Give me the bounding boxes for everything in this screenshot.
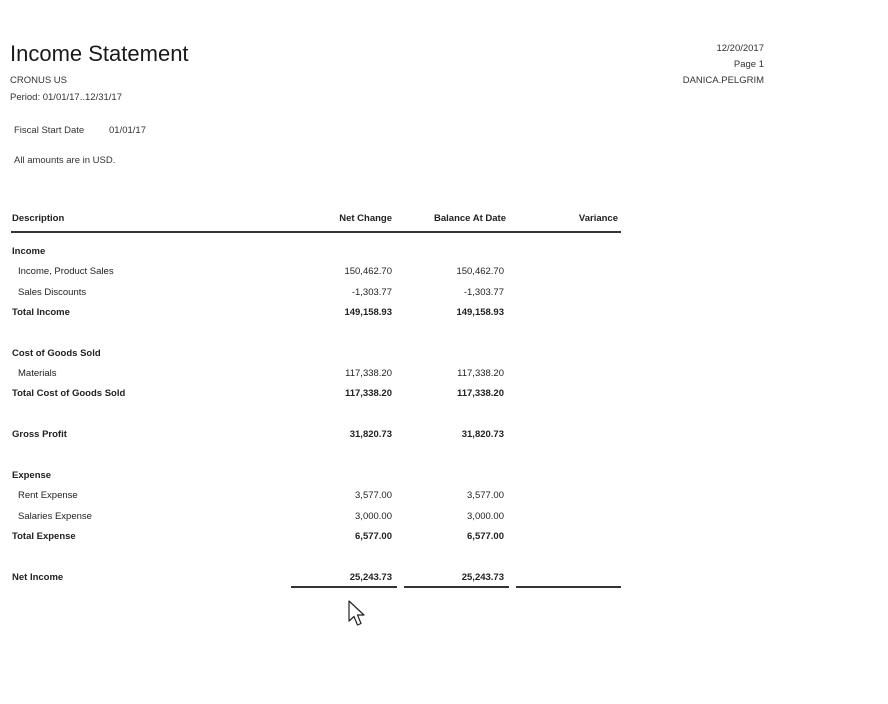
- row-net-change: 117,338.20: [345, 368, 392, 379]
- report-date: 12/20/2017: [716, 43, 764, 54]
- table-row: [0, 470, 640, 484]
- row-description: Net Income: [12, 572, 64, 583]
- table-row: [0, 266, 640, 280]
- header-balance-at-date: Balance At Date: [434, 213, 506, 224]
- row-description: Salaries Expense: [18, 511, 92, 522]
- variance-total-underline: [516, 586, 621, 588]
- fiscal-start-value: 01/01/17: [109, 125, 146, 136]
- row-net-change: 3,577.00: [355, 490, 392, 501]
- row-description: Gross Profit: [12, 429, 67, 440]
- row-net-change: -1,303.77: [351, 287, 392, 298]
- row-balance-at-date: 25,243.73: [461, 572, 504, 583]
- row-description: Total Cost of Goods Sold: [12, 388, 126, 399]
- row-net-change: 150,462.70: [344, 266, 392, 277]
- row-balance-at-date: 3,577.00: [467, 490, 504, 501]
- row-description: Income: [12, 246, 46, 257]
- row-description: Income, Product Sales: [18, 266, 114, 277]
- table-row: [0, 307, 640, 321]
- header-divider: [11, 231, 621, 233]
- row-balance-at-date: 31,820.73: [461, 429, 504, 440]
- row-net-change: 117,338.20: [344, 388, 392, 399]
- row-description: Rent Expense: [18, 490, 78, 501]
- row-net-change: 31,820.73: [349, 429, 392, 440]
- table-row: [0, 368, 640, 382]
- report-title: Income Statement: [10, 41, 189, 66]
- row-balance-at-date: 117,338.20: [456, 388, 504, 399]
- table-row: [0, 287, 640, 301]
- row-balance-at-date: -1,303.77: [463, 287, 504, 298]
- table-row: [0, 429, 640, 443]
- row-balance-at-date: 149,158.93: [456, 307, 504, 318]
- report-period: Period: 01/01/17..12/31/17: [10, 92, 122, 103]
- row-description: Total Expense: [12, 531, 76, 542]
- company-name: CRONUS US: [10, 75, 68, 86]
- row-balance-at-date: 150,462.70: [456, 266, 504, 277]
- header-variance: Variance: [578, 213, 618, 224]
- row-balance-at-date: 117,338.20: [457, 368, 504, 379]
- table-row: [0, 511, 640, 525]
- mouse-pointer-icon: [348, 600, 368, 628]
- row-description: Materials: [18, 368, 57, 379]
- table-row: [0, 572, 640, 586]
- row-net-change: 3,000.00: [355, 511, 392, 522]
- header-description: Description: [12, 213, 65, 224]
- row-net-change: 6,577.00: [355, 531, 392, 542]
- row-net-change: 25,243.73: [349, 572, 392, 583]
- table-row: [0, 490, 640, 504]
- row-description: Expense: [12, 470, 52, 481]
- balance-total-underline: [404, 586, 509, 588]
- report-user: DANICA.PELGRIM: [682, 75, 764, 86]
- row-net-change: 149,158.93: [344, 307, 392, 318]
- table-row: [0, 531, 640, 545]
- table-row: [0, 246, 640, 260]
- row-description: Total Income: [12, 307, 70, 318]
- fiscal-start-label: Fiscal Start Date: [14, 125, 85, 136]
- table-header: [0, 213, 640, 227]
- page-number: Page 1: [733, 59, 764, 70]
- amounts-note: All amounts are in USD.: [14, 155, 116, 166]
- row-description: Cost of Goods Sold: [12, 348, 101, 359]
- row-description: Sales Discounts: [18, 287, 87, 298]
- table-row: [0, 388, 640, 402]
- row-balance-at-date: 3,000.00: [467, 511, 504, 522]
- header-net-change: Net Change: [339, 213, 392, 224]
- row-balance-at-date: 6,577.00: [467, 531, 504, 542]
- table-row: [0, 348, 640, 362]
- net-change-total-underline: [291, 586, 397, 588]
